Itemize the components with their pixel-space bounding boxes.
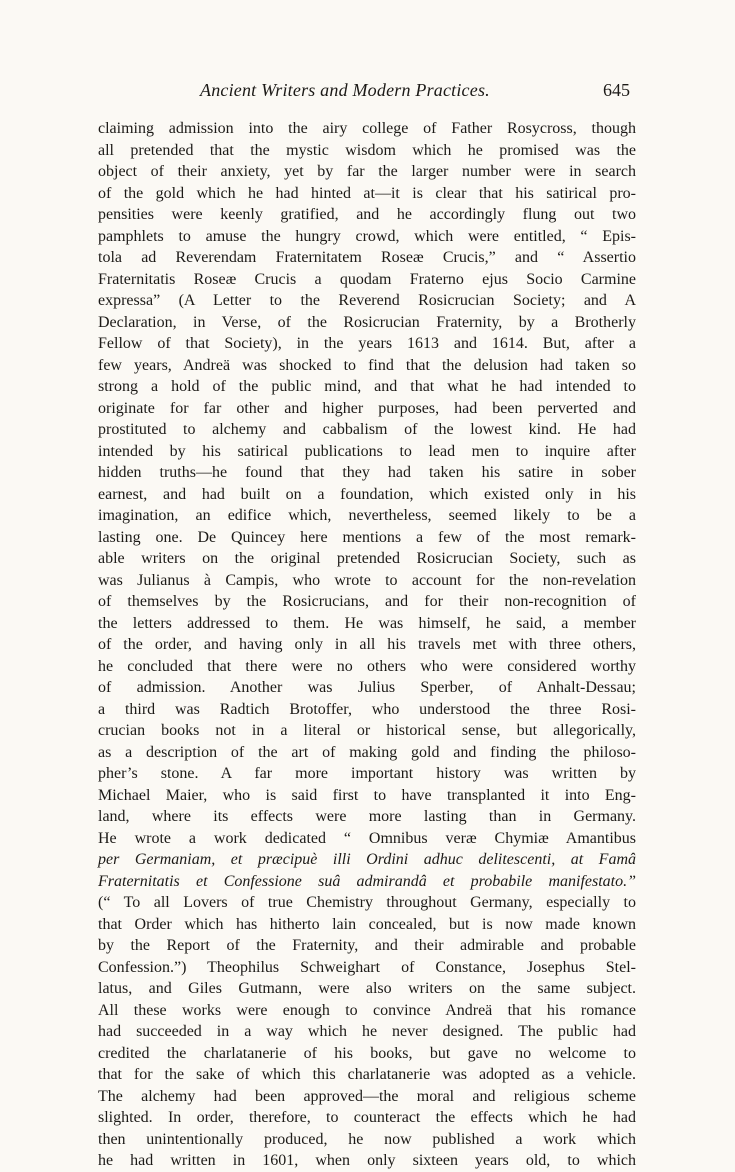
body-text: [98, 118, 636, 1172]
text-line: originate for far other and higher purposes, had been perverted and: [98, 399, 636, 417]
text-line: Confession.”) Theophilus Schweighart of Constance, Josephus Stel-: [98, 958, 636, 976]
text-line: Declaration, in Verse, of the Rosicrucian Fraternity, by a Brotherly: [98, 313, 636, 331]
text-line: of admission. Another was Julius Sperber, of Anhalt-Dessau;: [98, 679, 636, 696]
running-head: [120, 80, 630, 104]
text-line: the letters addressed to them. He was himself, he said, a member: [98, 614, 636, 632]
text-line: that for the sake of which this charlatanerie was adopted as a vehicle.: [98, 1066, 636, 1083]
text-line: pher’s stone. A far more important history was written by: [98, 765, 636, 782]
text-line: pamphlets to amuse the hungry crowd, which were entitled, “ Epis-: [98, 227, 636, 245]
text-line: Fraternitatis Roseæ Crucis a quodam Fraterno ejus Socio Carmine: [98, 270, 636, 288]
text-line: slighted. In order, therefore, to counteract the effects which he had: [98, 1109, 636, 1126]
text-line: imagination, an edifice which, nevertheless, seemed likely to be a: [98, 507, 636, 524]
text-line: able writers on the original pretended Rosicrucian Society, such as: [98, 550, 636, 567]
text-line-italic: Fraternitatis et Confessione suâ admirandâ et probabile manifestato.”: [98, 872, 636, 890]
text-line: He wrote a work dedicated “ Omnibus veræ Chymiæ Amantibus: [98, 829, 636, 847]
text-line: credited the charlatanerie of his books, but gave no welcome to: [98, 1044, 636, 1062]
text-line: Fellow of that Society), in the years 1613 and 1614. But, after a: [98, 335, 636, 352]
text-line: strong a hold of the public mind, and that what he had intended to: [98, 378, 636, 395]
text-line: intended by his satirical publications to lead men to inquire after: [98, 442, 636, 460]
text-line: object of their anxiety, yet by far the larger number were in search: [98, 163, 636, 180]
text-line: he concluded that there were no others who were considered worthy: [98, 657, 636, 675]
text-line: expressa” (A Letter to the Reverend Rosicrucian Society; and A: [98, 292, 636, 309]
text-line: he had written in 1601, when only sixteen years old, to which: [98, 1152, 636, 1169]
text-line: prostituted to alchemy and cabbalism of the lowest kind. He had: [98, 421, 636, 438]
text-line: lasting one. De Quincey here mentions a few of the most remark-: [98, 528, 636, 546]
text-line: pensities were keenly gratified, and he accordingly flung out two: [98, 206, 636, 223]
text-line: few years, Andreä was shocked to find that the delusion had taken so: [98, 356, 636, 374]
text-line: land, where its effects were more lasting than in Germany.: [98, 808, 636, 825]
text-line: claiming admission into the airy college of Father Rosycross, though: [98, 120, 636, 137]
text-line: was Julianus à Campis, who wrote to account for the non-revelation: [98, 571, 636, 589]
text-line: latus, and Giles Gutmann, were also writers on the same subject.: [98, 980, 636, 997]
text-line: all pretended that the mystic wisdom which he promised was the: [98, 141, 636, 159]
text-line: had succeeded in a way which he never designed. The public had: [98, 1023, 636, 1040]
text-line: tola ad Reverendam Fraternitatem Roseæ Crucis,” and “ Assertio: [98, 249, 636, 266]
text-line: Michael Maier, who is said first to have transplanted it into Eng-: [98, 786, 636, 804]
running-title: Ancient Writers and Modern Practices.: [200, 80, 490, 100]
text-line: All these works were enough to convince Andreä that his romance: [98, 1001, 636, 1019]
text-line: of the order, and having only in all his travels met with three others,: [98, 636, 636, 653]
text-line: earnest, and had built on a foundation, which existed only in his: [98, 485, 636, 503]
text-line: of themselves by the Rosicrucians, and for their non-recognition of: [98, 593, 636, 610]
text-line: crucian books not in a literal or historical sense, but allegorically,: [98, 722, 636, 739]
text-line: a third was Radtich Brotoffer, who understood the three Rosi-: [98, 700, 636, 718]
text-line: hidden truths—he found that they had taken his satire in sober: [98, 464, 636, 481]
text-line: (“ To all Lovers of true Chemistry throughout Germany, especially to: [98, 894, 636, 911]
page-number: 645: [603, 80, 630, 100]
text-line: as a description of the art of making gold and finding the philoso-: [98, 743, 636, 761]
text-line: then unintentionally produced, he now published a work which: [98, 1130, 636, 1148]
text-line: The alchemy had been approved—the moral and religious scheme: [98, 1087, 636, 1105]
text-line: of the gold which he had hinted at—it is clear that his satirical pro-: [98, 184, 636, 202]
text-line: that Order which has hitherto lain concealed, but is now made known: [98, 915, 636, 933]
text-line: by the Report of the Fraternity, and their admirable and probable: [98, 937, 636, 954]
text-line-italic: per Germaniam, et præcipuè illi Ordini adhuc delitescenti, at Famâ: [98, 851, 636, 868]
